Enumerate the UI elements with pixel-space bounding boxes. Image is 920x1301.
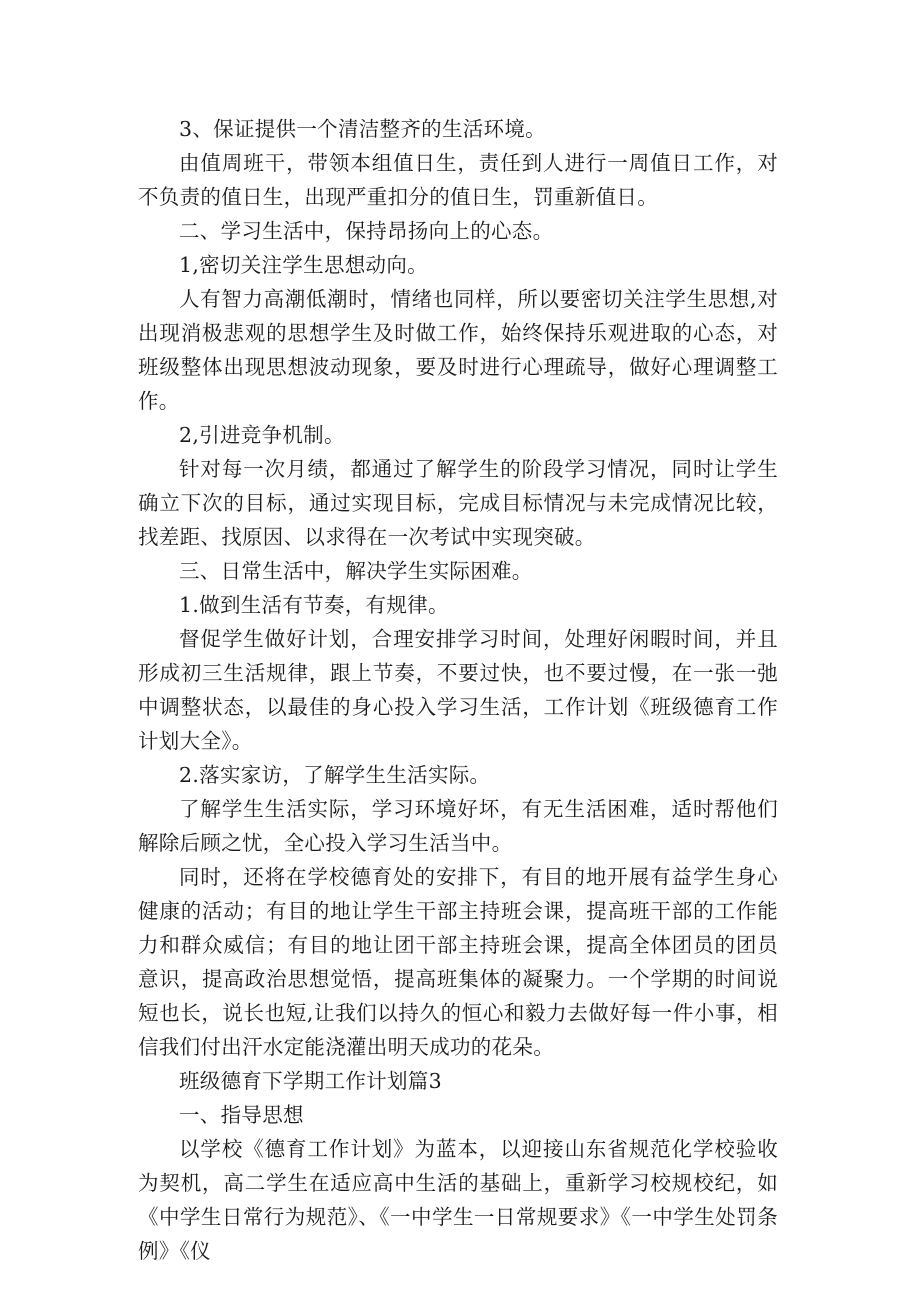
paragraph: 了解学生生活实际，学习环境好坏，有无生活困难，适时帮他们解除后顾之忧，全心投入学习生活当中。 xyxy=(138,797,778,855)
section-heading: 三、日常生活中，解决学生实际困难。 xyxy=(179,559,533,583)
paragraph: 由值周班干，带领本组值日生，责任到人进行一周值日工作，对不负责的值日生，出现严重扣分的值日生，罚重新值日。 xyxy=(138,151,778,209)
subheading: 1,密切关注学生思想动向。 xyxy=(179,253,428,277)
subheading: 2.落实家访，了解学生生活实际。 xyxy=(179,763,491,787)
section-heading: 二、学习生活中，保持昂扬向上的心态。 xyxy=(179,219,554,243)
subheading: 1.做到生活有节奏，有规律。 xyxy=(179,593,449,617)
section-heading: 一、指导思想 xyxy=(179,1103,304,1127)
paragraph: 针对每一次月绩，都通过了解学生的阶段学习情况，同时让学生确立下次的目标，通过实现目标，完成目标情况与未完成情况比较，找差距、找原因、以求得在一次考试中实现突破。 xyxy=(138,457,778,549)
paragraph: 督促学生做好计划，合理安排学习时间，处理好闲暇时间，并且形成初三生活规律，跟上节奏，不要过快，也不要过慢，在一张一弛中调整状态，以最佳的身心投入学习生活，工作计划《班级德育工作计划大全》。 xyxy=(138,627,778,753)
document-body xyxy=(138,112,778,1268)
paragraph: 人有智力高潮低潮时，情绪也同样，所以要密切关注学生思想,对出现消极悲观的思想学生及时做工作，始终保持乐观进取的心态，对班级整体出现思想波动现象，要及时进行心理疏导，做好心理调整工作。 xyxy=(138,287,778,413)
paragraph: 同时，还将在学校德育处的安排下，有目的地开展有益学生身心健康的活动；有目的地让学生干部主持班会课，提高班干部的工作能力和群众威信；有目的地让团干部主持班会课，提高全体团员的团员意识，提高政治思想觉悟，提高班集体的凝聚力。一个学期的时间说短也长，说长也短,让我们以持久的恒心和毅力去做好每一件小事，相信我们付出汗水定能浇灌出明天成功的花朵。 xyxy=(138,865,778,1059)
paragraph: 以学校《德育工作计划》为蓝本，以迎接山东省规范化学校验收为契机，高二学生在适应高中生活的基础上，重新学习校规校纪，如《中学生日常行为规范》、《一中学生一日常规要求》《一中学生处罚条例》《仪 xyxy=(138,1137,778,1263)
paragraph: 3、保证提供一个清洁整齐的生活环境。 xyxy=(179,117,546,141)
subheading: 2,引进竞争机制。 xyxy=(179,423,345,447)
document-title: 班级德育下学期工作计划篇3 xyxy=(179,1069,442,1093)
